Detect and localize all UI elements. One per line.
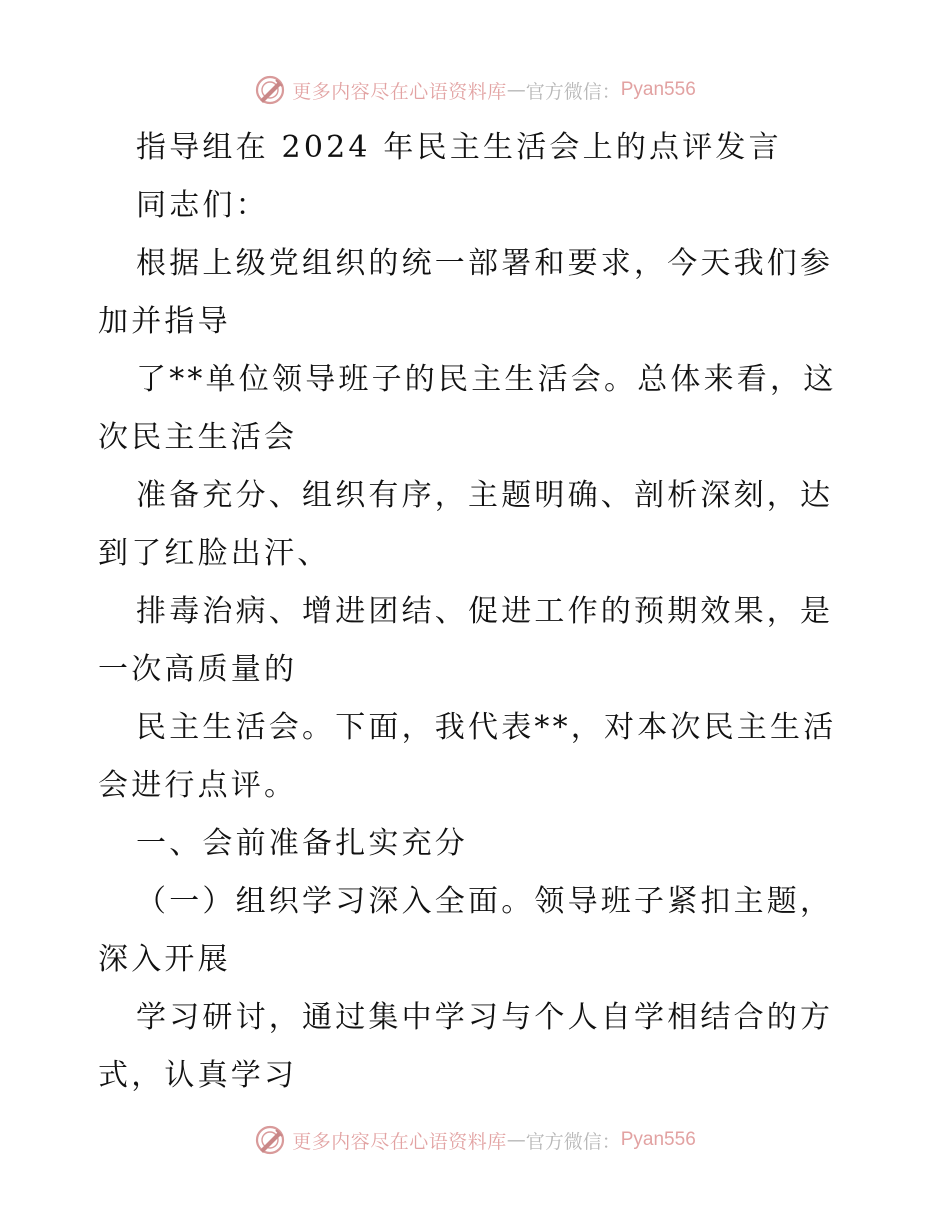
text-line: 准备充分、组织有序，主题明确、剖析深刻，达: [136, 478, 834, 513]
text-line: 深入开展: [98, 942, 231, 977]
text-line: 一次高质量的: [98, 652, 298, 687]
text-line: 加并指导: [98, 304, 231, 339]
text-line: 民主生活会。下面，我代表**，对本次民主生活: [136, 710, 837, 745]
document-body: [98, 119, 858, 1105]
text-line: 指导组在 2024 年民主生活会上的点评发言: [136, 130, 782, 165]
watermark-contact-id: Pyan556: [620, 1129, 696, 1150]
watermark-separator: —: [506, 79, 526, 101]
quill-logo-icon: [254, 74, 286, 106]
watermark-contact-id: Pyan556: [620, 79, 696, 100]
text-line: （一）组织学习深入全面。领导班子紧扣主题，: [136, 884, 834, 919]
watermark-contact-label: 官方微信：: [525, 1130, 621, 1153]
text-line: 式，认真学习: [98, 1058, 298, 1093]
text-line: 根据上级党组织的统一部署和要求，今天我们参: [136, 246, 834, 281]
text-line: 了**单位领导班子的民主生活会。总体来看，这: [136, 362, 837, 397]
text-line: 一、会前准备扎实充分: [136, 826, 468, 861]
text-line: 会进行点评。: [98, 768, 298, 803]
text-line: 次民主生活会: [98, 420, 298, 455]
watermark-text: 更多内容尽在心语资料库: [292, 1130, 507, 1153]
text-line: 排毒治病、增进团结、促进工作的预期效果，是: [136, 594, 834, 629]
text-line: 到了红脸出汗、: [98, 536, 331, 571]
watermark-contact-label: 官方微信：: [525, 80, 621, 103]
watermark-text: 更多内容尽在心语资料库: [292, 80, 507, 103]
text-line: 同志们：: [136, 188, 269, 223]
quill-logo-icon: [254, 1124, 286, 1156]
watermark-separator: —: [506, 1129, 526, 1151]
text-line: 学习研讨，通过集中学习与个人自学相结合的方: [136, 1000, 834, 1035]
watermark-banner-bottom: [0, 1120, 950, 1160]
watermark-banner-top: [0, 70, 950, 110]
